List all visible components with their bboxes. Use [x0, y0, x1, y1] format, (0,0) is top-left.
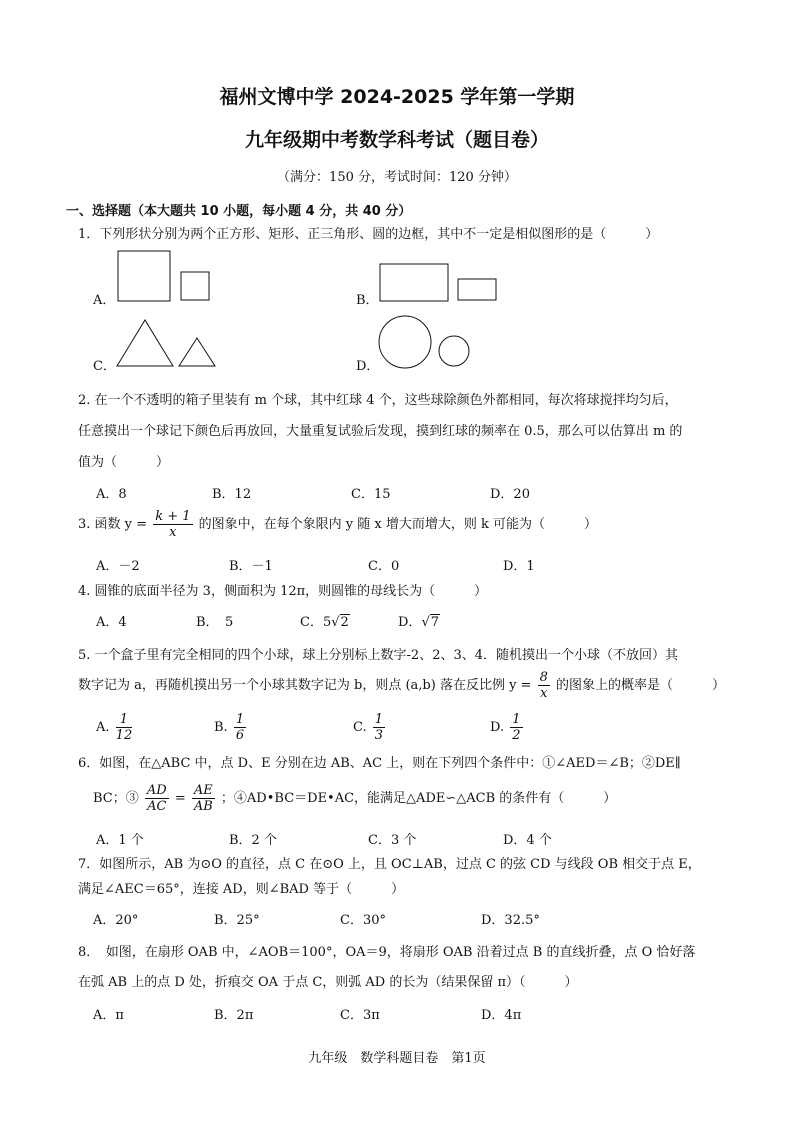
q7-option-c: C．30° [340, 913, 386, 928]
q5-option-a-label: A. [96, 720, 110, 735]
q5-option-b-fraction [234, 712, 246, 743]
q8-option-c: C．3π [340, 1008, 380, 1023]
q1-option-a-label: A． [93, 293, 116, 308]
exam-title-line1: 福州文博中学 2024-2025 学年第一学期 [219, 86, 575, 108]
q1-option-b-rectangles-figure [379, 263, 499, 303]
q3-fraction [153, 509, 192, 540]
q5-line2-prefix: 数字记为 a，再随机摸出另一个小球其数字记为 b，则点 (a,b) 落在反比例 y = [78, 678, 532, 693]
q6-fraction-1-num: AD [146, 783, 167, 798]
q5-option-d-fraction [510, 712, 522, 743]
q7-option-a: A．20° [93, 913, 139, 928]
q2-option-d: D．20 [490, 487, 530, 502]
q6-line2-suffix: ；④AD•BC＝DE•AC，能满足△ADE∽△ACB 的条件有（ ） [220, 791, 617, 806]
q3-option-d: D．1 [503, 559, 535, 574]
q5-option-a-den: 12 [115, 728, 133, 743]
q2-option-a: A．8 [96, 487, 127, 502]
q1-option-a-squares-figure [117, 250, 217, 302]
q4-option-d: D．√7 [398, 615, 440, 630]
q4-option-b: B． 5 [196, 615, 234, 630]
q5-option-b-num: 1 [235, 712, 245, 727]
q4-option-d-radicand: 7 [430, 615, 440, 630]
q6-line2-prefix: BC；③ [93, 791, 139, 806]
q5-option-b-label: B. [214, 720, 228, 735]
q8-option-d: D．4π [481, 1008, 522, 1023]
q6-fraction-1-den: AC [147, 799, 167, 814]
q4-option-a: A．4 [96, 615, 127, 630]
q1-option-d-label: D． [356, 359, 380, 374]
q5-line2-suffix: 的图象上的概率是（ ） [556, 678, 726, 693]
q3-option-b: B．－1 [229, 559, 273, 574]
q1-option-c-label: C． [93, 359, 116, 374]
q6-option-c: C．3 个 [368, 833, 417, 848]
q1-option-c-triangles-figure [116, 318, 218, 368]
q6-fraction-2-num: AE [193, 783, 213, 798]
q3-option-c: C．0 [368, 559, 400, 574]
question-8-line2: 在弧 AB 上的点 D 处，折痕交 OA 于点 C，则弧 AD 的长为（结果保留 π）（ ） [78, 975, 578, 990]
question-2-line1: 2. 在一个不透明的箱子里装有 m 个球，其中红球 4 个，这些球除颜色外都相同，每次将球搅拌均匀后， [78, 393, 678, 408]
q5-option-d-label: D. [490, 720, 505, 735]
q6-fraction-2-den: AB [193, 799, 213, 814]
q6-equals: = [174, 791, 186, 806]
q3-fraction-numerator: k + 1 [155, 509, 191, 524]
q4-option-c: C．5√2 [300, 615, 349, 630]
q8-option-b: B．2π [214, 1008, 254, 1023]
q5-option-a-num: 1 [116, 712, 133, 728]
q5-fraction-denominator: x [540, 686, 548, 701]
q5-option-d-num: 1 [512, 712, 521, 727]
q5-fraction-numerator: 8 [539, 670, 548, 685]
q5-option-a-fraction [116, 712, 133, 743]
q6-option-a: A．1 个 [96, 833, 144, 848]
exam-title-line2: 九年级期中考数学科考试（题目卷） [244, 129, 549, 151]
question-7-line2: 满足∠AEC＝65°，连接 AD，则∠BAD 等于（ ） [78, 882, 405, 897]
q5-option-b [214, 711, 248, 745]
q5-option-c [353, 711, 387, 745]
q5-fraction [538, 670, 550, 701]
question-3-text [78, 508, 597, 542]
question-5-line2 [78, 669, 725, 703]
q5-option-a [96, 711, 134, 745]
q7-option-d: D．32.5° [481, 913, 540, 928]
question-4-text: 4. 圆锥的底面半径为 3，侧面积为 12π，则圆锥的母线长为（ ） [78, 584, 488, 599]
q7-option-b: B．25° [214, 913, 260, 928]
q3-option-a: A．－2 [96, 559, 140, 574]
q2-option-b: B．12 [212, 487, 252, 502]
q1-option-d-circles-figure [378, 315, 472, 371]
q5-option-d-den: 2 [512, 728, 521, 743]
q4-option-c-radicand: 2 [340, 615, 349, 630]
q3-suffix: 的图象中，在每个象限内 y 随 x 增大而增大，则 k 可能为（ ） [198, 517, 597, 532]
q5-option-b-den: 6 [235, 728, 245, 743]
q3-prefix: 3. 函数 y = [78, 517, 148, 532]
q1-option-b-label: B． [356, 293, 379, 308]
exam-subtitle: （满分：150 分，考试时间：120 分钟） [277, 170, 517, 185]
question-6-line2 [93, 779, 616, 819]
q5-option-c-num: 1 [374, 712, 384, 727]
question-2-line2: 任意摸出一个球记下颜色后再放回，大量重复试验后发现，摸到红球的频率在 0.5，那么可以估算出 m 的 [78, 424, 683, 439]
question-5-line1: 5. 一个盒子里有完全相同的四个小球，球上分别标上数字-2、2、3、4．随机摸出一个小球（不放回）其 [78, 648, 679, 663]
section-heading: 一、选择题（本大题共 10 小题，每小题 4 分，共 40 分） [66, 204, 412, 219]
q8-option-a: A．π [93, 1008, 124, 1023]
question-7-line1: 7．如图所示，AB 为⊙O 的直径，点 C 在⊙O 上，且 OC⊥AB，过点 C 的弦 CD 与线段 OB 相交于点 E， [78, 857, 701, 872]
question-2-line3: 值为（ ） [78, 455, 170, 470]
q2-option-c: C．15 [351, 487, 391, 502]
q6-option-b: B．2 个 [229, 833, 277, 848]
question-6-line1: 6．如图，在△ABC 中，点 D、E 分别在边 AB、AC 上，则在下列四个条件中：①∠AED＝∠B；②DE∥ [78, 756, 681, 771]
q6-option-d: D．4 个 [503, 833, 552, 848]
q4-option-d-label: D． [398, 615, 422, 630]
question-8-line1: 8． 如图，在扇形 OAB 中，∠AOB＝100°，OA＝9，将扇形 OAB 沿着过点 B 的直线折叠，点 O 恰好落 [78, 945, 696, 960]
q4-option-c-coef: C．5 [300, 615, 332, 630]
q5-option-c-den: 3 [374, 728, 384, 743]
page-footer: 九年级 数学科题目卷 第1页 [308, 1051, 486, 1066]
q5-option-c-fraction [373, 712, 385, 743]
q5-option-d [490, 711, 525, 745]
question-1-text: 1．下列形状分别为两个正方形、矩形、正三角形、圆的边框，其中不一定是相似图形的是（ ） [78, 227, 659, 242]
q6-fraction-2 [192, 783, 215, 814]
q5-option-c-label: C. [353, 720, 367, 735]
q6-fraction-1 [145, 783, 169, 814]
q3-fraction-denominator: x [169, 525, 177, 540]
